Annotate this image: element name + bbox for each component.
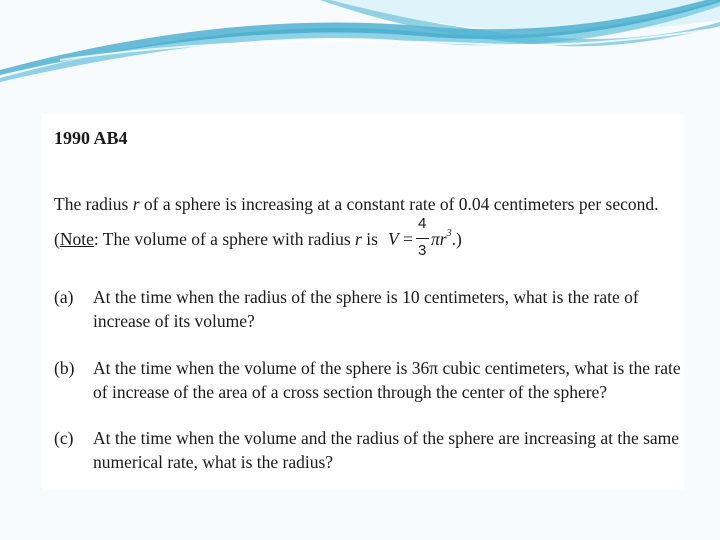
- intro-line: [54, 192, 659, 216]
- fraction-denominator: 3: [418, 242, 427, 259]
- part-a-line-2: increase of its volume?: [93, 311, 255, 331]
- fraction-bar: [416, 238, 429, 239]
- part-a-label: (a): [54, 287, 74, 307]
- intro-text-a: The radius: [54, 194, 129, 214]
- problem-card: [42, 114, 684, 490]
- intro-text-b: of a sphere is increasing at a constant rate of 0.04 centimeters per second.: [143, 194, 659, 214]
- formula-v: V =: [388, 229, 413, 249]
- part-b-line-1: At the time when the volume of the sphere is 36π cubic centimeters, what is the rate: [93, 358, 681, 378]
- part-c-label: (c): [54, 428, 74, 448]
- part-c-line-2: numerical rate, what is the radius?: [93, 452, 334, 472]
- header-wave-decoration: [0, 0, 720, 90]
- part-c-line-1: At the time when the volume and the radius of the sphere are increasing at the same: [93, 428, 680, 448]
- var-r: r: [132, 194, 140, 214]
- problem-title: 1990 AB4: [54, 128, 128, 148]
- note-line: [54, 227, 378, 251]
- fraction-numerator: 4: [418, 215, 427, 232]
- note-word: Note: [59, 229, 94, 249]
- part-b-line-2: of increase of the area of a cross section through the center of the sphere?: [93, 382, 608, 402]
- formula-exponent: 3: [446, 228, 452, 239]
- note-open: (: [54, 229, 60, 249]
- note-close: .): [451, 229, 462, 249]
- formula-pi-r: $\pi r^3$.): [431, 228, 462, 249]
- note-var-r: r: [355, 229, 362, 249]
- part-b-label: (b): [54, 358, 75, 378]
- note-is: is: [366, 229, 378, 249]
- note-text: : The volume of a sphere with radius: [93, 229, 351, 249]
- part-a-line-1: At the time when the radius of the sphere is 10 centimeters, what is the rate of: [93, 287, 639, 307]
